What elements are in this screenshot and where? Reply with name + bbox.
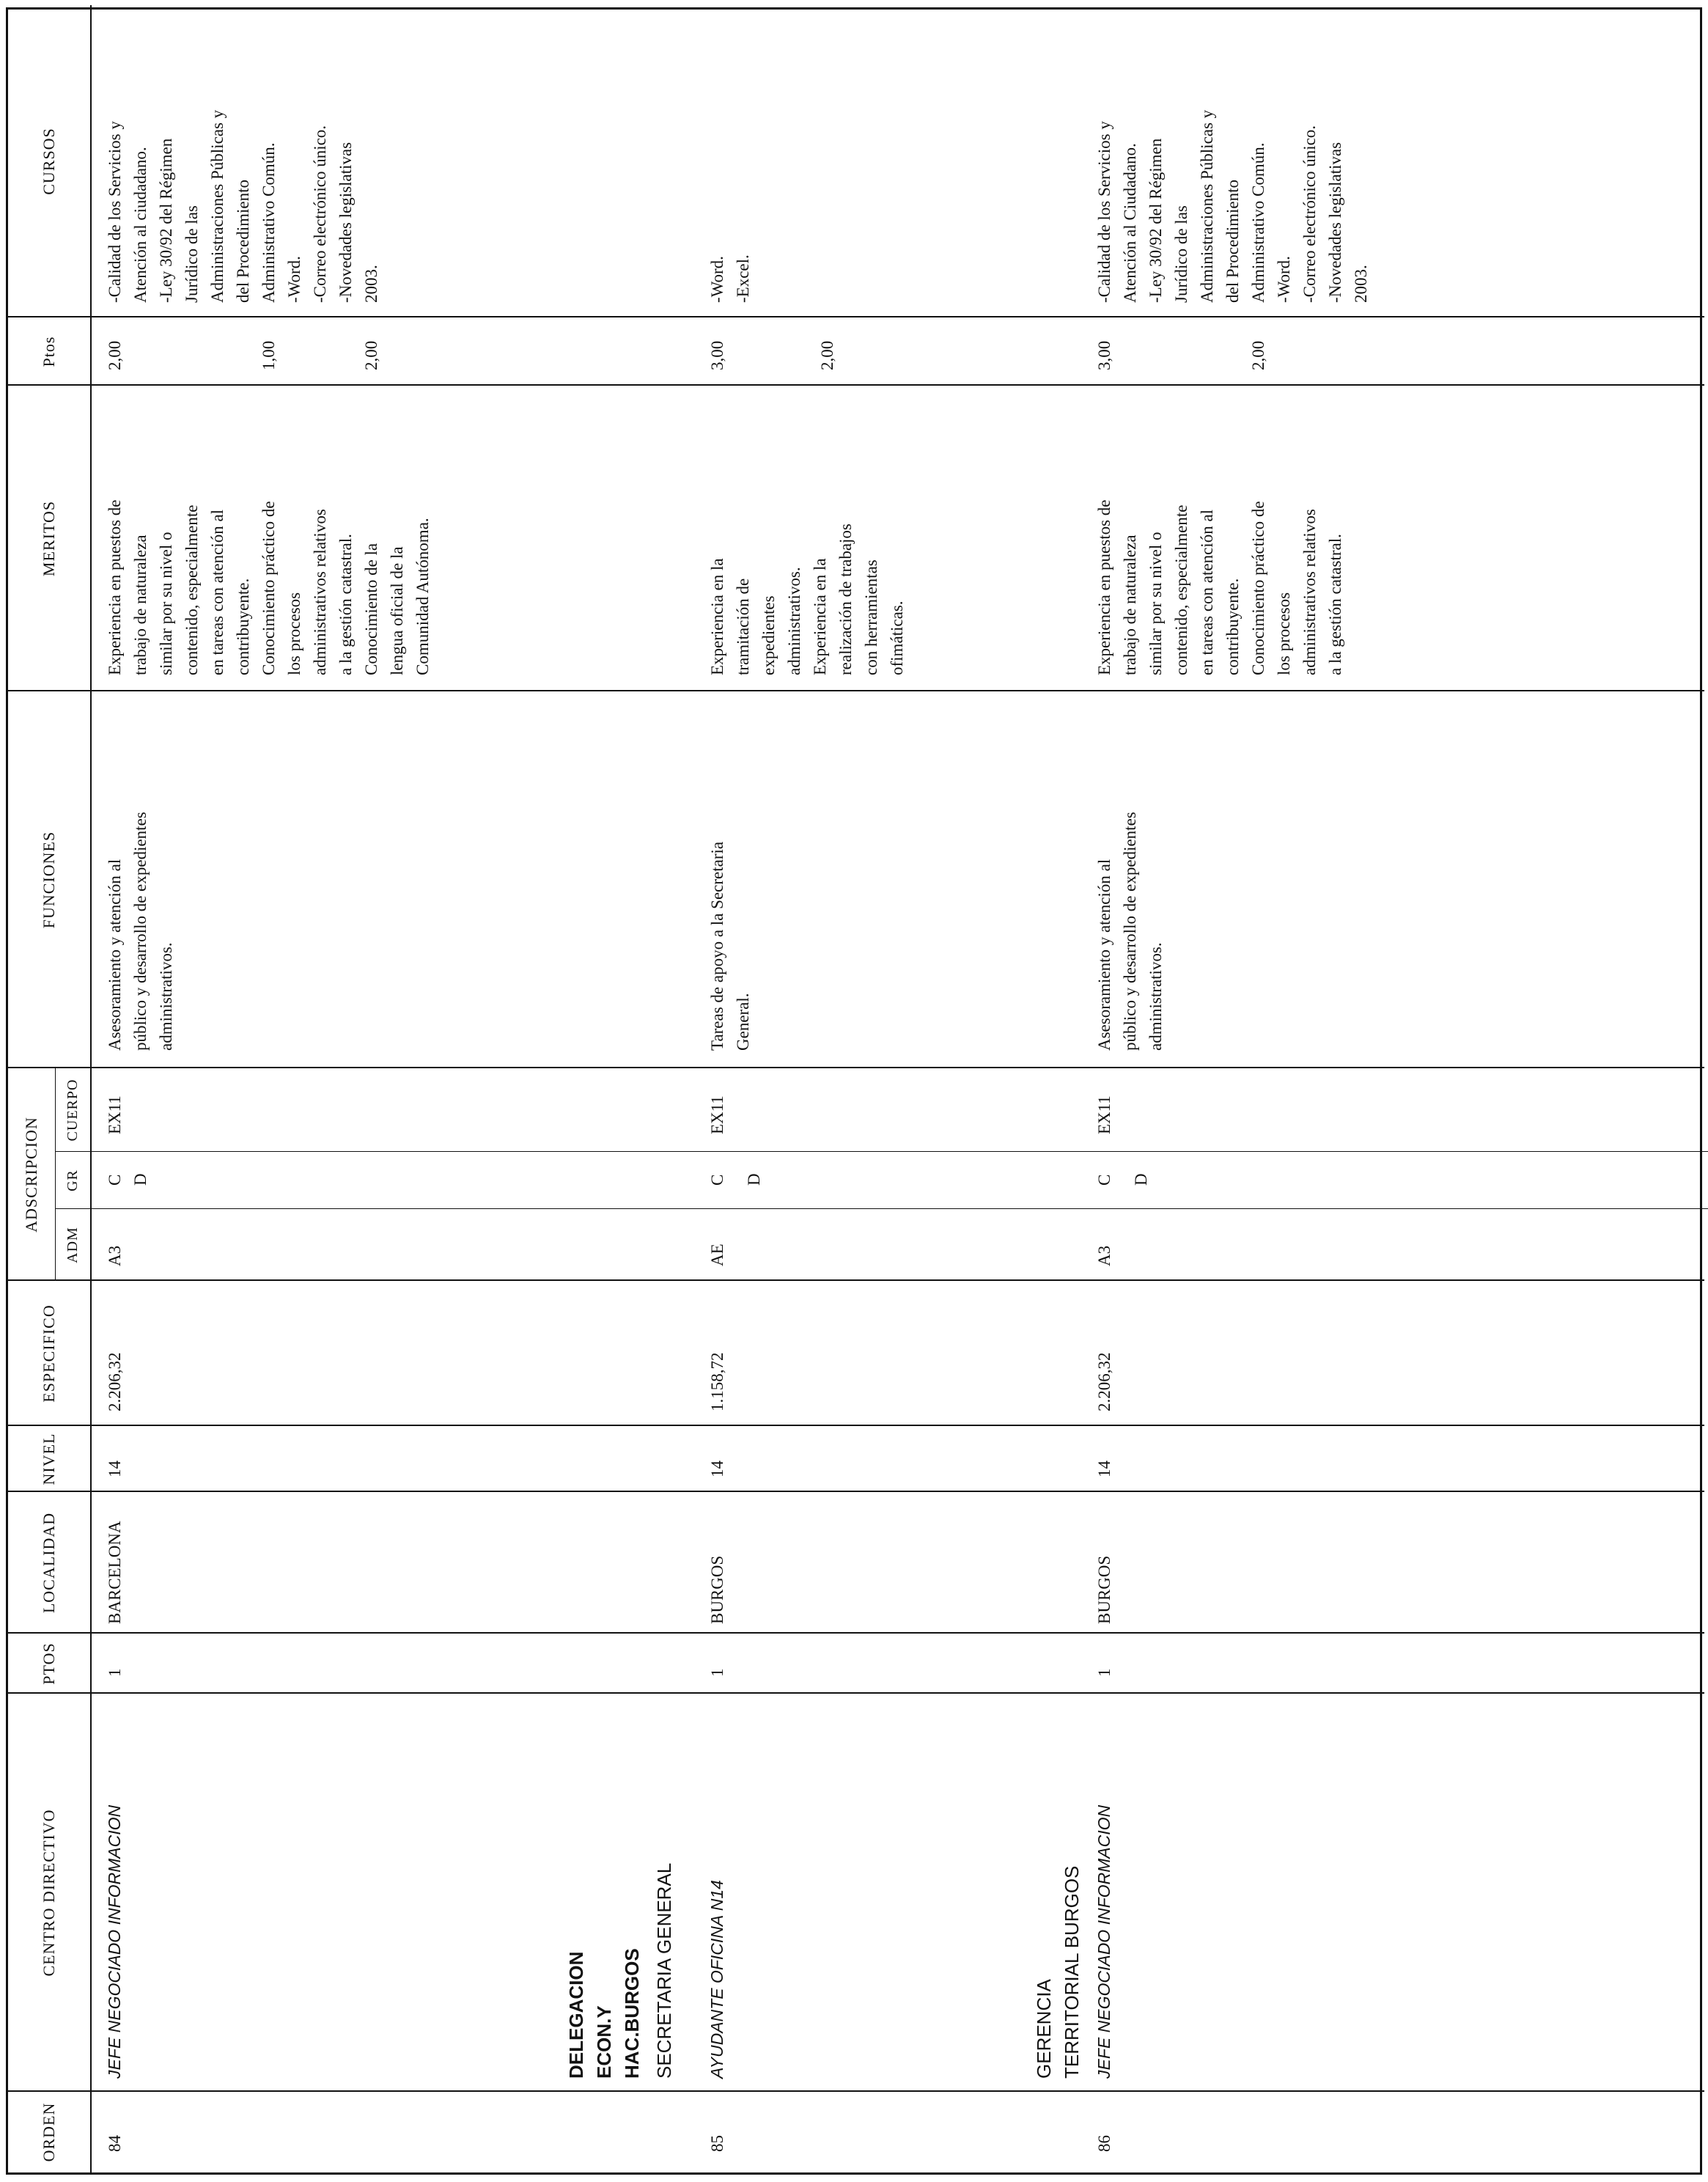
col-sep-nivel <box>8 1425 1704 1426</box>
meritos-line: expedientes <box>759 595 778 675</box>
cursos-cell <box>1092 110 1374 303</box>
cursos-line: del Procedimiento <box>234 180 252 303</box>
gr-cell-2: D <box>1132 1173 1150 1186</box>
funciones-line: Tareas de apoyo a la Secretaria <box>708 841 726 1051</box>
funciones-line: General. <box>734 993 752 1051</box>
group-title <box>562 1888 646 2079</box>
meritos-line: a la gestión catastral. <box>1326 534 1344 675</box>
puesto-cell: JEFE NEGOCIADO INFORMACION <box>105 1804 124 2079</box>
cursos-cell <box>102 110 384 303</box>
meritos-line: Conocimiento práctico de <box>1249 501 1267 675</box>
funciones-line: Asesoramiento y atención al <box>1095 859 1113 1051</box>
header-adm: ADM <box>64 1227 81 1263</box>
meritos-cell <box>1092 500 1348 676</box>
header-centro-directivo: CENTRO DIRECTIVO <box>40 1809 58 1977</box>
meritos-line: administrativos relativos <box>311 509 329 675</box>
gr-cell-1: C <box>106 1174 124 1186</box>
cursos-line: 2003. <box>1352 265 1370 303</box>
funciones-cell <box>102 812 179 1051</box>
meritos-cell <box>704 524 910 675</box>
adm-cell: A3 <box>1095 1245 1113 1266</box>
ptos-merito-cell-1: 2,00 <box>106 340 124 370</box>
meritos-line: en tareas con atención al <box>208 509 227 675</box>
funciones-line: público y desarrollo de expedientes <box>1121 812 1139 1051</box>
cursos-line: -Correo electrónico único. <box>1300 125 1319 303</box>
col-sep-especifico <box>8 1279 1704 1281</box>
group-subtitle <box>1030 1859 1086 2079</box>
cursos-line: Jurídico de las <box>1172 205 1190 303</box>
col-sep-ptos-meritos <box>8 316 1704 317</box>
funciones-line: público y desarrollo de expedientes <box>131 812 150 1051</box>
cursos-line: Atención al Ciudadano. <box>1121 143 1139 303</box>
meritos-line: lengua oficial de la <box>388 546 406 675</box>
cursos-line: Jurídico de las <box>183 205 201 303</box>
gr-cell-1: C <box>708 1174 726 1186</box>
nivel-cell: 14 <box>708 1461 726 1477</box>
nivel-cell: 14 <box>1095 1461 1113 1477</box>
meritos-line: los procesos <box>1275 592 1293 675</box>
header-gr: GR <box>64 1169 81 1191</box>
meritos-line: contenido, especialmente <box>183 504 201 675</box>
cursos-line: 2003. <box>362 265 380 303</box>
orden-cell: 84 <box>106 2135 124 2152</box>
meritos-line: Experiencia en puestos de <box>1095 499 1113 675</box>
col-sep-adm <box>55 1208 1708 1209</box>
adm-cell: A3 <box>106 1245 124 1266</box>
orden-cell: 85 <box>708 2135 726 2152</box>
header-ptos: PTOS <box>40 1642 58 1685</box>
ptos-cell: 1 <box>106 1668 124 1677</box>
cursos-line: -Word. <box>708 256 726 303</box>
cursos-line: -Excel. <box>734 254 752 303</box>
gr-cell-1: C <box>1095 1174 1113 1186</box>
cuerpo-cell: EX11 <box>1095 1095 1113 1134</box>
cursos-line: -Calidad de los Servicios y <box>1095 121 1113 303</box>
meritos-line: en tareas con atención al <box>1198 509 1216 675</box>
header-bottom-rule <box>90 5 92 2172</box>
meritos-line: contenido, especialmente <box>1172 504 1190 675</box>
meritos-line: administrativos. <box>785 567 803 675</box>
cursos-line: Administrativo Común. <box>1249 142 1267 303</box>
nivel-cell: 14 <box>106 1461 124 1477</box>
especifico-cell: 1.158,72 <box>708 1352 726 1411</box>
meritos-line: similar por su nivel o <box>157 532 175 675</box>
cursos-cell <box>704 254 756 303</box>
cursos-line: -Novedades legislativas <box>1326 142 1344 303</box>
localidad-cell: BURGOS <box>708 1555 726 1624</box>
cursos-line: -Calidad de los Servicios y <box>106 121 124 303</box>
cursos-line: del Procedimiento <box>1223 180 1242 303</box>
gr-cell-2: D <box>745 1173 763 1186</box>
header-ptos-merito: Ptos <box>40 336 58 367</box>
group-subtitle: SECRETARIA GENERAL <box>653 1862 675 2079</box>
meritos-line: similar por su nivel o <box>1146 532 1165 675</box>
col-sep-ptos <box>8 1632 1704 1634</box>
meritos-line: contribuyente. <box>1223 578 1242 675</box>
funciones-line: administrativos. <box>1146 942 1165 1051</box>
cuerpo-cell: EX11 <box>708 1095 726 1134</box>
meritos-line: ofimáticas. <box>888 600 906 675</box>
col-sep-adscripcion <box>8 1067 1704 1068</box>
meritos-line: trabajo de naturaleza <box>131 535 150 675</box>
meritos-line: Experiencia en puestos de <box>106 499 124 675</box>
header-meritos: MERITOS <box>40 500 58 577</box>
meritos-line: Comunidad Autónoma. <box>413 518 432 675</box>
ptos-merito-cell-2: 2,00 <box>1249 340 1267 370</box>
gr-cell-2: D <box>131 1173 150 1186</box>
meritos-line: a la gestión catastral. <box>336 534 355 675</box>
puesto-cell: JEFE NEGOCIADO INFORMACION <box>1094 1804 1113 2079</box>
meritos-line: contribuyente. <box>234 578 252 675</box>
funciones-line: administrativos. <box>157 942 175 1051</box>
cursos-line: Administraciones Públicas y <box>1198 109 1216 303</box>
meritos-line: administrativos relativos <box>1300 509 1319 675</box>
cursos-line: -Correo electrónico único. <box>311 125 329 303</box>
col-sep-orden <box>8 2090 1704 2092</box>
meritos-line: realización de trabajos <box>836 524 855 675</box>
ptos-merito-cell-1: 3,00 <box>708 340 726 370</box>
especifico-cell: 2.206,32 <box>106 1352 124 1411</box>
meritos-cell <box>102 500 435 676</box>
especifico-cell: 2.206,32 <box>1095 1352 1113 1411</box>
meritos-line: tramitación de <box>734 578 752 675</box>
funciones-cell <box>1092 812 1168 1051</box>
ptos-merito-cell-3: 2,00 <box>362 340 380 370</box>
header-localidad: LOCALIDAD <box>40 1512 58 1614</box>
ptos-merito-cell-1: 3,00 <box>1095 340 1113 370</box>
header-orden: ORDEN <box>40 2102 58 2162</box>
adm-cell: AE <box>708 1244 726 1266</box>
header-funciones: FUNCIONES <box>40 831 58 929</box>
funciones-cell <box>704 842 756 1051</box>
ptos-merito-cell-2: 1,00 <box>259 340 278 370</box>
meritos-line: trabajo de naturaleza <box>1121 535 1139 675</box>
puesto-cell: AYUDANTE OFICINA N14 <box>707 1880 726 2079</box>
group-subtitle-line: GERENCIA TERRITORIAL BURGOS <box>1033 1865 1083 2079</box>
funciones-line: Asesoramiento y atención al <box>106 859 124 1051</box>
header-cuerpo: CUERPO <box>64 1079 81 1142</box>
ptos-merito-cell-2: 2,00 <box>818 340 836 370</box>
meritos-line: Experiencia en la <box>811 558 829 675</box>
cursos-line: -Novedades legislativas <box>336 142 355 303</box>
meritos-line: los procesos <box>285 592 303 675</box>
col-sep-gr <box>55 1151 1708 1152</box>
ptos-cell: 1 <box>708 1668 726 1677</box>
header-cursos: CURSOS <box>40 128 58 195</box>
cursos-line: -Ley 30/92 del Régimen <box>157 138 175 303</box>
col-sep-meritos <box>8 384 1704 386</box>
col-sep-localidad <box>8 1491 1704 1492</box>
header-adscripcion: ADSCRIPCION <box>22 1117 40 1233</box>
cursos-line: Administrativo Común. <box>259 142 278 303</box>
header-especifico: ESPECIFICO <box>40 1304 58 1403</box>
cursos-line: -Word. <box>1275 256 1293 303</box>
orden-cell: 86 <box>1095 2135 1113 2152</box>
localidad-cell: BURGOS <box>1095 1555 1113 1624</box>
meritos-line: Conocimiento práctico de <box>259 501 278 675</box>
ptos-cell: 1 <box>1095 1668 1113 1677</box>
meritos-line: Conocimiento de la <box>362 543 380 675</box>
cursos-line: -Word. <box>285 256 303 303</box>
meritos-line: con herramientas <box>862 559 880 675</box>
meritos-line: Experiencia en la <box>708 558 726 675</box>
cursos-line: Administraciones Públicas y <box>208 109 227 303</box>
group-title-line: DELEGACION ECON.Y HAC.BURGOS <box>565 1948 643 2079</box>
cuerpo-cell: EX11 <box>106 1095 124 1134</box>
cursos-line: -Ley 30/92 del Régimen <box>1146 138 1165 303</box>
col-sep-centro <box>8 1692 1704 1694</box>
col-sep-funciones <box>8 690 1704 691</box>
cursos-line: Atención al ciudadano. <box>131 147 150 303</box>
header-nivel: NIVEL <box>40 1433 58 1485</box>
table-frame <box>6 7 1702 2175</box>
localidad-cell: BARCELONA <box>106 1521 124 1624</box>
